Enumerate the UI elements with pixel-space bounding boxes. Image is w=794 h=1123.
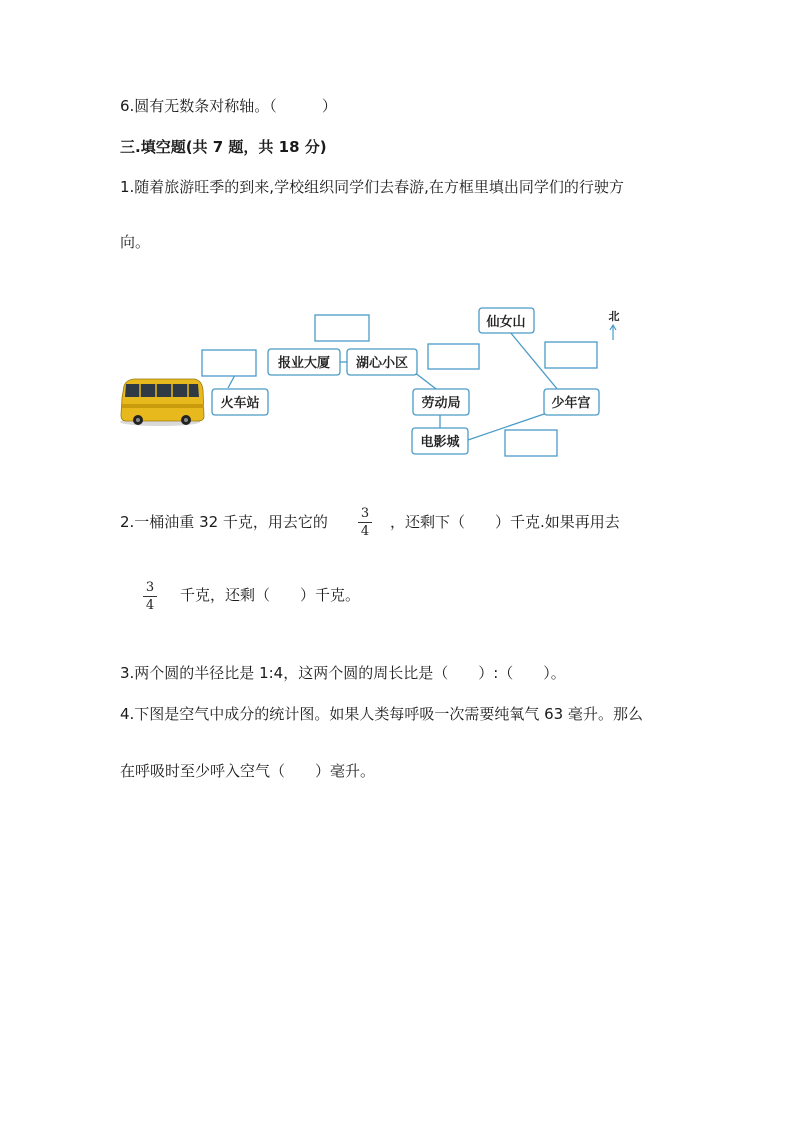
place-baoye: 报业大厦 <box>277 356 331 371</box>
question-2-part-1: 2.一桶油重 32 千克，用去它的 <box>120 513 328 531</box>
bus-icon <box>120 379 204 426</box>
fraction-numerator: 3 <box>145 580 155 595</box>
question-1-line-1: 1.随着旅游旺季的到来,学校组织同学们去春游,在方框里填出同学们的行驶方 <box>120 178 624 196</box>
question-3: 3.两个圆的半径比是 1:4，这两个圆的周长比是（ ）:（ ）。 <box>120 664 566 682</box>
question-6: 6.圆有无数条对称轴。（ ） <box>120 97 337 115</box>
question-4-line-1: 4.下图是空气中成分的统计图。如果人类每呼吸一次需要纯氧气 63 毫升。那么 <box>120 705 643 723</box>
section-title: 三.填空题(共 7 题，共 18 分) <box>120 138 327 156</box>
answer-box[interactable] <box>428 344 479 369</box>
answer-box[interactable] <box>202 350 256 376</box>
route-map <box>118 300 618 470</box>
north-label: 北 <box>608 310 620 323</box>
answer-box[interactable] <box>505 430 557 456</box>
place-laodong: 劳动局 <box>421 396 461 411</box>
answer-box[interactable] <box>545 342 597 368</box>
fraction-numerator: 3 <box>360 506 370 521</box>
fraction-denominator: 4 <box>360 524 370 539</box>
fraction-denominator: 4 <box>145 598 155 613</box>
fraction-three-quarters <box>143 580 157 613</box>
place-huoche: 火车站 <box>220 396 260 411</box>
place-xiannv: 仙女山 <box>486 315 526 330</box>
fraction-three-quarters <box>358 506 372 539</box>
answer-box[interactable] <box>315 315 369 341</box>
place-dianying: 电影城 <box>420 435 460 450</box>
question-2-part-3: 千克，还剩（ ）千克。 <box>180 586 361 604</box>
north-arrow-icon <box>609 310 620 340</box>
question-4-line-2: 在呼吸时至少呼入空气（ ）毫升。 <box>120 762 376 780</box>
place-huxin: 湖心小区 <box>355 356 409 371</box>
place-shaonian: 少年宫 <box>551 396 591 411</box>
question-2-part-2: ，还剩下（ ）千克.如果再用去 <box>390 513 620 531</box>
question-1-line-2: 向。 <box>120 233 151 251</box>
